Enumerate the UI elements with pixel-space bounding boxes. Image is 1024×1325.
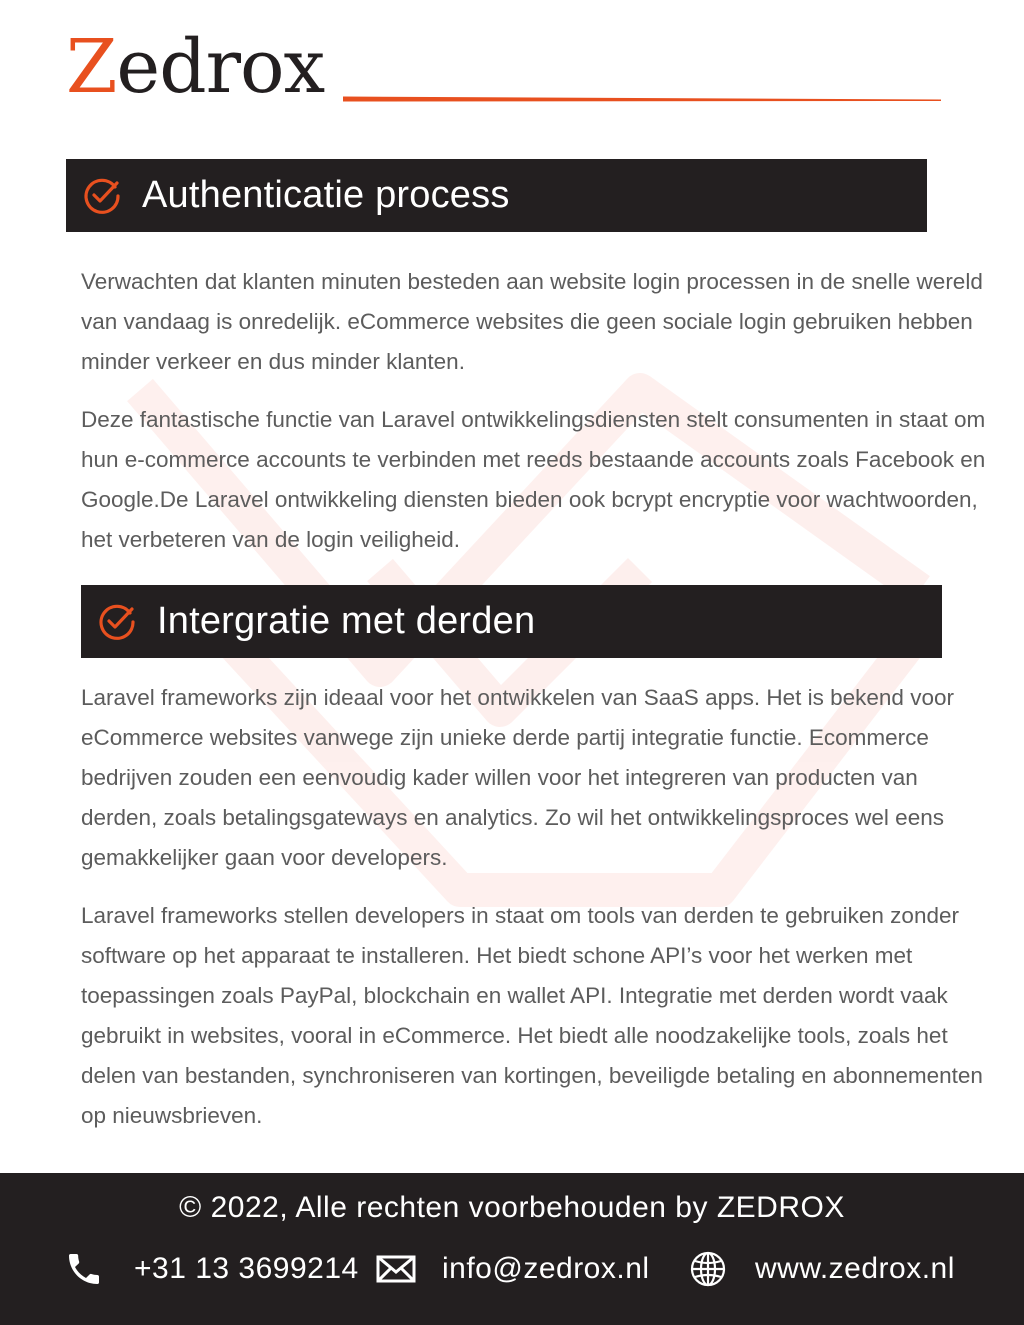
section-heading-bar <box>81 585 942 658</box>
section-heading: Authenticatie process <box>142 174 510 216</box>
logo-text: edrox <box>116 24 325 110</box>
envelope-icon <box>376 1254 416 1284</box>
website-url: www.zedrox.nl <box>755 1252 955 1285</box>
phone-icon <box>64 1249 104 1289</box>
copyright-text: © 2022, Alle rechten voorbehouden by ZEDROX <box>179 1191 845 1224</box>
section-heading: Intergratie met derden <box>157 600 536 642</box>
paragraph: Laravel frameworks zijn ideaal voor het ontwikkelen van SaaS apps. Het is bekend voor eCommerce websites vanwege zijn unieke derde partij integratie functie. Ecommerce bedrijven zouden een eenvoudig kader willen voor het integreren van producten van derden, zoals betalingsgateways en analytics. Zo wil het ontwikkelingsproces wel eens gemakkelijker gaan voor developers. <box>81 685 954 870</box>
check-circle-icon <box>95 600 139 644</box>
paragraph: Deze fantastische functie van Laravel ontwikkelingsdiensten stelt consumenten in staat om hun e-commerce accounts te verbinden met reeds bestaande accounts zoals Facebook en Google.De Laravel ontwikkeling diensten bieden ook bcrypt encryptie voor wachtwoorden, het verbeteren van de login veiligheid. <box>81 407 986 552</box>
footer-phone[interactable] <box>64 1247 359 1291</box>
zedrox-logo <box>66 24 325 110</box>
phone-number: +31 13 3699214 <box>134 1252 359 1285</box>
paragraph: Laravel frameworks stellen developers in staat om tools van derden te gebruiken zonder software op het apparaat te installeren. Het biedt schone API’s voor het werken met toepassingen zoals PayPal, blockchain en wallet API. Integratie met derden wordt vaak gebruikt in websites, vooral in eCommerce. Het biedt alle noodzakelijke tools, zoals het delen van bestanden, synchroniseren van kortingen, beveiligde betaling en abonnementen op nieuwsbrieven. <box>81 903 983 1128</box>
check-circle-icon <box>80 174 124 218</box>
footer-email[interactable] <box>376 1247 650 1291</box>
footer <box>0 1173 1024 1325</box>
logo-initial: Z <box>66 24 117 110</box>
globe-icon <box>689 1250 727 1288</box>
section-heading-bar <box>66 159 927 232</box>
email-address: info@zedrox.nl <box>442 1252 650 1285</box>
footer-website[interactable] <box>689 1247 955 1291</box>
paragraph: Verwachten dat klanten minuten besteden aan website login processen in de snelle wereld van vandaag is onredelijk. eCommerce websites die geen sociale login gebruiken hebben minder verkeer en dus minder klanten. <box>81 269 983 374</box>
header-divider <box>343 96 941 102</box>
